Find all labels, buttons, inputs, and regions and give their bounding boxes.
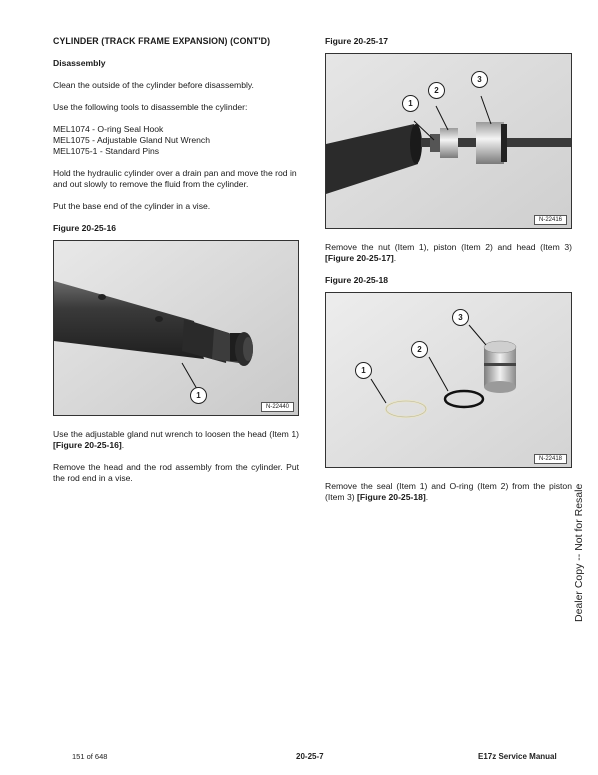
figure-title: Figure 20-25-17 [325, 36, 389, 46]
tool-item: MEL1074 - O-ring Seal Hook [53, 124, 164, 134]
callout-1: 1 [402, 95, 419, 112]
tool-item: MEL1075-1 - Standard Pins [53, 146, 160, 156]
subhead-disassembly: Disassembly [53, 58, 106, 68]
figure-title: Figure 20-25-18 [325, 275, 389, 285]
figure-reference: [Figure 20-25-16] [53, 440, 122, 450]
paragraph-end: . [121, 440, 125, 450]
dealer-copy-watermark [572, 470, 586, 630]
figure-20-25-18 [325, 292, 572, 468]
callout-1: 1 [190, 387, 207, 404]
figure-id: N-22440 [261, 402, 294, 412]
left-column [53, 36, 299, 495]
paragraph-drain: Hold the hydraulic cylinder over a drain pan and move the rod in and out slowly to remove the fluid from the cylinder. [53, 168, 297, 189]
paragraph-text: Remove the nut (Item 1), piston (Item 2) and head (Item 3) [325, 242, 572, 252]
paragraph-text: Use the adjustable gland nut wrench to loosen the head (Item 1) [53, 429, 299, 439]
callout-3: 3 [452, 309, 469, 326]
callout-3: 3 [471, 71, 488, 88]
paragraph-remove-nut [325, 242, 572, 264]
tool-list [53, 124, 299, 157]
figure-20-25-16 [53, 240, 299, 416]
seal-parts-photo [326, 293, 571, 467]
figure-reference: [Figure 20-25-17] [325, 253, 394, 263]
figure-id: N-22418 [534, 454, 567, 464]
paragraph-remove-head: Remove the head and the rod assembly from the cylinder. Put the rod end in a vise. [53, 462, 299, 483]
tool-item: MEL1075 - Adjustable Gland Nut Wrench [53, 135, 211, 145]
paragraph-vise: Put the base end of the cylinder in a vise. [53, 201, 211, 211]
figure-id: N-22416 [534, 215, 567, 225]
figure-20-25-17 [325, 53, 572, 229]
callout-2: 2 [428, 82, 445, 99]
paragraph-end: . [393, 253, 397, 263]
footer-page-count: 151 of 648 [72, 752, 108, 761]
right-column [325, 36, 572, 514]
paragraph-tools-intro: Use the following tools to disassemble the cylinder: [53, 102, 248, 112]
figure-reference: [Figure 20-25-18] [357, 492, 426, 502]
paragraph-clean: Clean the outside of the cylinder before disassembly. [53, 80, 254, 90]
footer-manual-title: E17z Service Manual [478, 752, 557, 761]
paragraph-end: . [425, 492, 429, 502]
footer-page-number: 20-25-7 [296, 752, 324, 761]
callout-2: 2 [411, 341, 428, 358]
section-title: CYLINDER (TRACK FRAME EXPANSION) (CONT'D) [53, 36, 271, 46]
cylinder-photo [54, 241, 298, 415]
piston-rod-photo [326, 54, 571, 228]
paragraph-remove-seal [325, 481, 572, 503]
callout-1: 1 [355, 362, 372, 379]
paragraph-loosen [53, 429, 299, 451]
watermark-text: Dealer Copy -- Not for Resale [573, 483, 585, 622]
paragraph-text: Remove the seal (Item 1) and O-ring (Item 2) from the piston (Item 3) [325, 481, 572, 502]
figure-title: Figure 20-25-16 [53, 223, 117, 233]
